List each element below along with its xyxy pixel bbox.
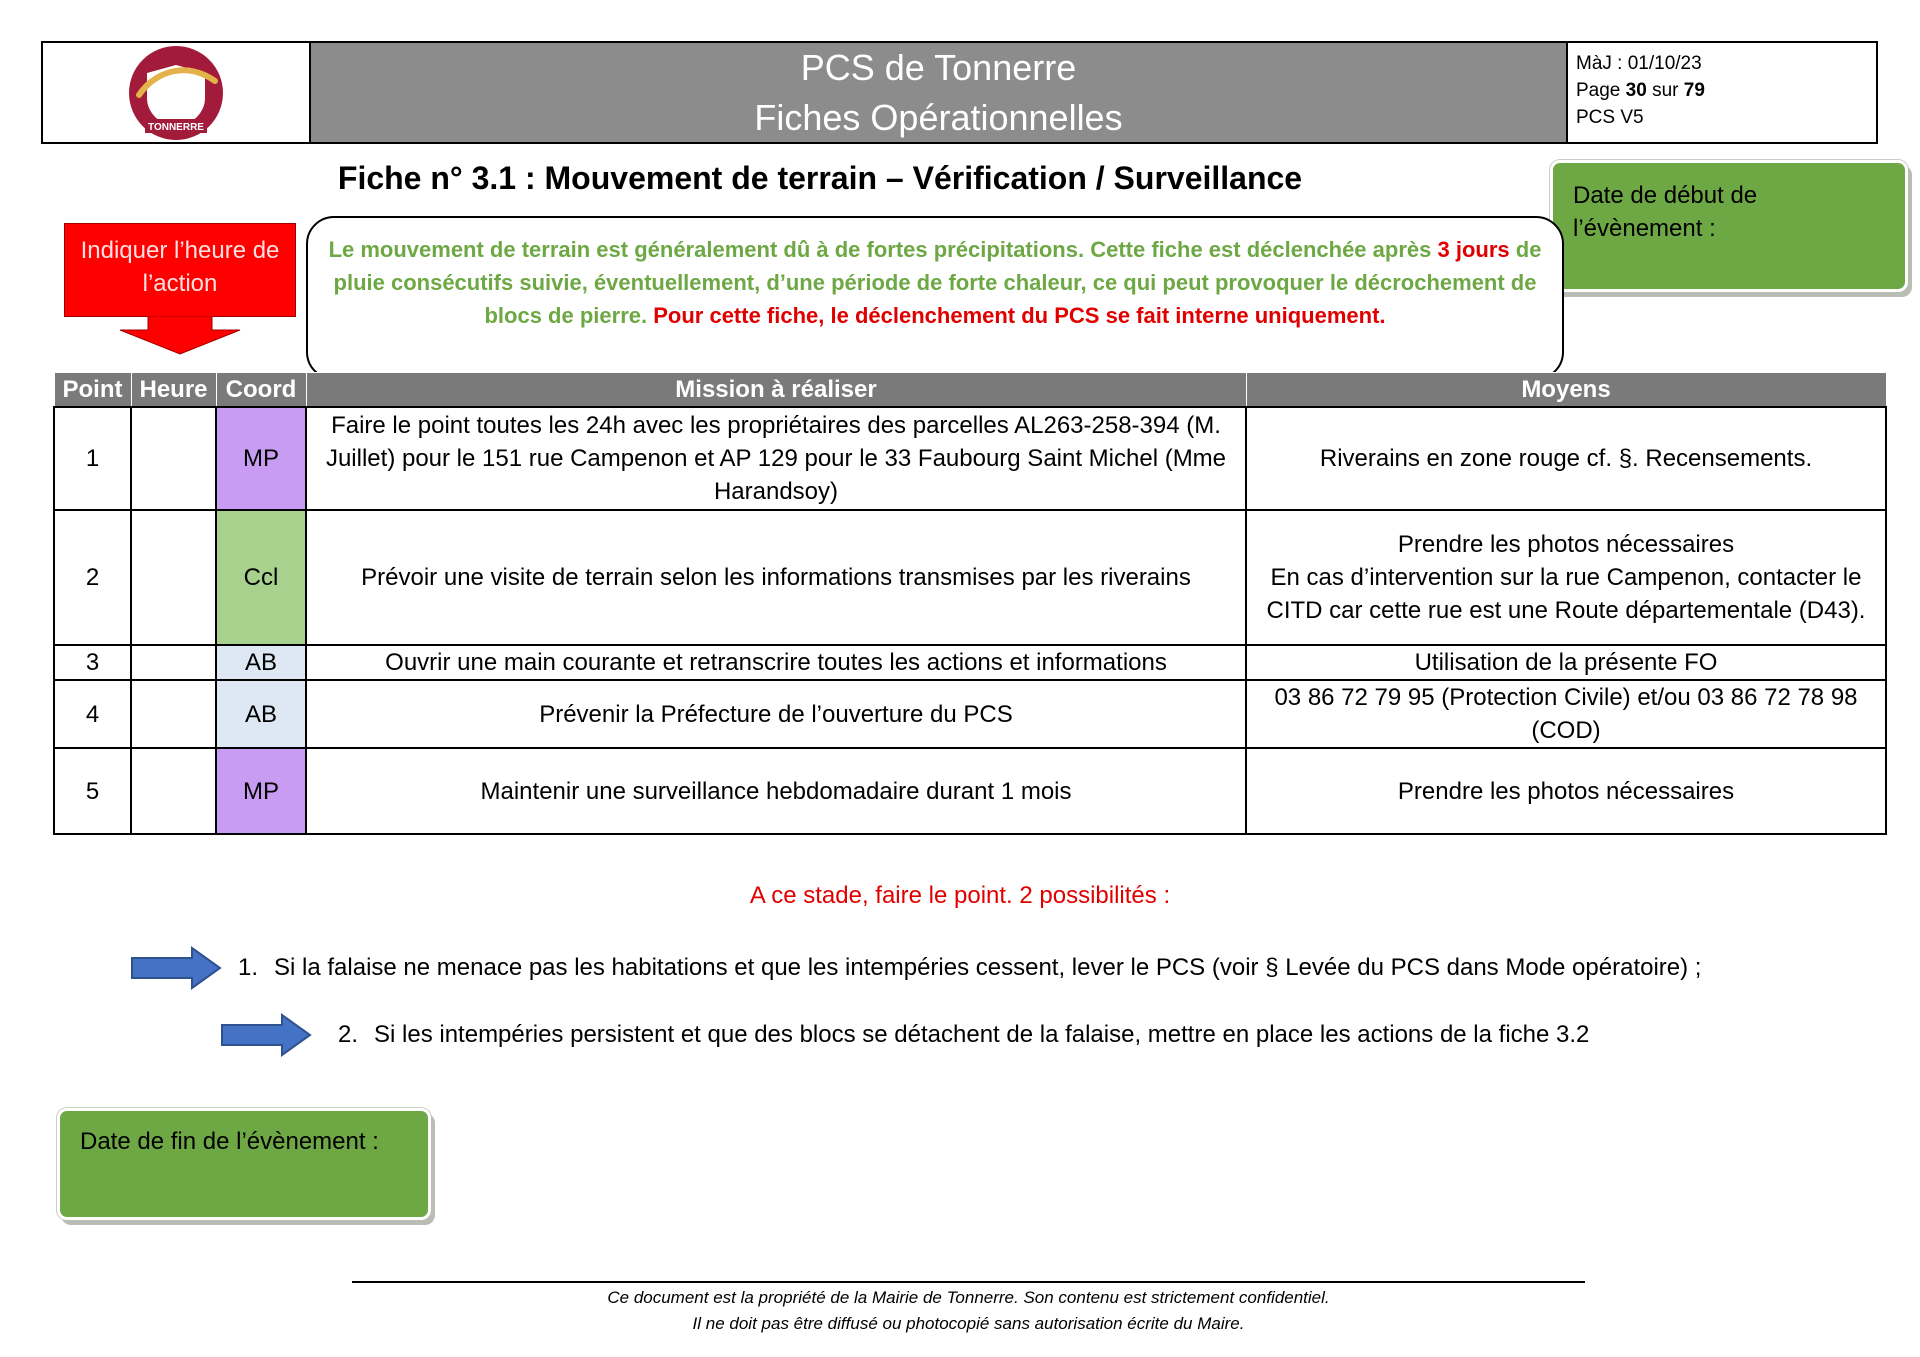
cell-heure[interactable] — [131, 407, 216, 510]
page-number: 30 — [1625, 80, 1647, 101]
header-meta — [1566, 43, 1876, 142]
document-header — [41, 41, 1878, 144]
cell-moyens-line1: Prendre les photos nécessaires — [1397, 531, 1735, 558]
col-heure: Heure — [131, 373, 216, 408]
cell-mission: Faire le point toutes les 24h avec les propriétaires des parcelles AL263-258-394 (M. Juillet) pour le 151 rue Campenon et AP 129 pour le 33 Faubourg Saint Michel (Mme Harandsoy) — [306, 407, 1246, 510]
table-row — [54, 748, 1886, 834]
right-arrow-icon — [130, 946, 222, 990]
cell-heure[interactable] — [131, 748, 216, 834]
table-row — [54, 510, 1886, 645]
intro-text-warning: Pour cette fiche, le déclenchement du PCS se fait interne uniquement. — [653, 303, 1386, 328]
intro-box — [306, 216, 1564, 380]
tonnerre-logo — [125, 43, 227, 143]
cell-coord: MP — [216, 407, 306, 510]
footer-line-2: Il ne doit pas être diffusé ou photocopié sans autorisation écrite du Maire. — [692, 1314, 1245, 1333]
cell-moyens-line2: En cas d’intervention sur la rue Campenon, contacter le CITD car cette rue est une Route départementale (D43). — [1266, 564, 1866, 624]
option-1-text: Si la falaise ne menace pas les habitations et que les intempéries cessent, lever le PCS (voir § Levée du PCS dans Mode opératoire) ; — [274, 954, 1702, 981]
option-2-text: Si les intempéries persistent et que des blocs se détachent de la falaise, mettre en place les actions de la fiche 3.2 — [374, 1021, 1590, 1048]
cell-mission: Ouvrir une main courante et retranscrire toutes les actions et informations — [306, 645, 1246, 680]
cell-moyens: Prendre les photos nécessaires — [1246, 748, 1886, 834]
fiche-title: Fiche n° 3.1 : Mouvement de terrain – Vérification / Surveillance — [337, 160, 1303, 196]
stage-instruction: A ce stade, faire le point. 2 possibilités : — [749, 882, 1171, 909]
col-moyens: Moyens — [1246, 373, 1886, 408]
hour-instruction-callout: Indiquer l’heure de l’action — [64, 223, 296, 317]
option-2-number: 2. — [338, 1021, 359, 1048]
logo-cell — [43, 43, 311, 142]
cell-heure[interactable] — [131, 680, 216, 748]
header-title — [311, 43, 1566, 142]
cell-point: 3 — [54, 645, 131, 680]
cell-mission: Prévoir une visite de terrain selon les informations transmises par les riverains — [306, 510, 1246, 645]
footer-divider — [352, 1281, 1585, 1283]
cell-point: 5 — [54, 748, 131, 834]
right-arrow-icon — [220, 1013, 312, 1057]
date-start-box[interactable]: Date de début de l’évènement : — [1550, 160, 1908, 292]
table-row — [54, 407, 1886, 510]
intro-text-2: de pluie consécutifs suivie, éventuellement, d’une période de forte chaleur, ce qui peut provoquer le décrochement de blocs de pierre. — [333, 237, 1542, 328]
option-2 — [220, 1013, 1589, 1057]
version: PCS V5 — [1576, 107, 1644, 128]
cell-heure[interactable] — [131, 645, 216, 680]
cell-heure[interactable] — [131, 510, 216, 645]
cell-moyens: Riverains en zone rouge cf. §. Recensements. — [1246, 407, 1886, 510]
update-date: MàJ : 01/10/23 — [1576, 53, 1702, 74]
page-total: 79 — [1683, 80, 1705, 101]
intro-text-1: Le mouvement de terrain est généralement dû à de fortes précipitations. Cette fiche est déclenchée après — [328, 237, 1432, 262]
cell-moyens: Utilisation de la présente FO — [1246, 645, 1886, 680]
intro-text-highlight: 3 jours — [1437, 237, 1510, 262]
page-indicator: Page 30 sur 79 — [1576, 80, 1705, 101]
cell-coord: MP — [216, 748, 306, 834]
cell-point: 2 — [54, 510, 131, 645]
cell-moyens: 03 86 72 79 95 (Protection Civile) et/ou 03 86 72 78 98 (COD) — [1246, 680, 1886, 748]
col-mission: Mission à réaliser — [306, 373, 1246, 408]
cell-point: 1 — [54, 407, 131, 510]
option-1 — [130, 946, 1701, 990]
cell-moyens — [1246, 510, 1886, 645]
date-end-box[interactable]: Date de fin de l’évènement : — [57, 1108, 431, 1220]
table-row — [54, 645, 1886, 680]
cell-mission: Maintenir une surveillance hebdomadaire durant 1 mois — [306, 748, 1246, 834]
action-table — [53, 372, 1887, 835]
svg-text:TONNERRE: TONNERRE — [148, 121, 204, 133]
header-title-line1: PCS de Tonnerre — [800, 46, 1077, 88]
cell-point: 4 — [54, 680, 131, 748]
footer — [352, 1285, 1585, 1337]
table-header-row — [54, 373, 1886, 408]
down-arrow-icon — [118, 316, 242, 356]
table-row — [54, 680, 1886, 748]
cell-mission: Prévenir la Préfecture de l’ouverture du PCS — [306, 680, 1246, 748]
header-title-line2: Fiches Opérationnelles — [754, 96, 1123, 138]
col-point: Point — [54, 373, 131, 408]
cell-coord: AB — [216, 680, 306, 748]
col-coord: Coord — [216, 373, 306, 408]
cell-coord: Ccl — [216, 510, 306, 645]
option-1-number: 1. — [238, 954, 259, 981]
cell-coord: AB — [216, 645, 306, 680]
footer-line-1: Ce document est la propriété de la Mairie de Tonnerre. Son contenu est strictement confidentiel. — [607, 1288, 1330, 1307]
